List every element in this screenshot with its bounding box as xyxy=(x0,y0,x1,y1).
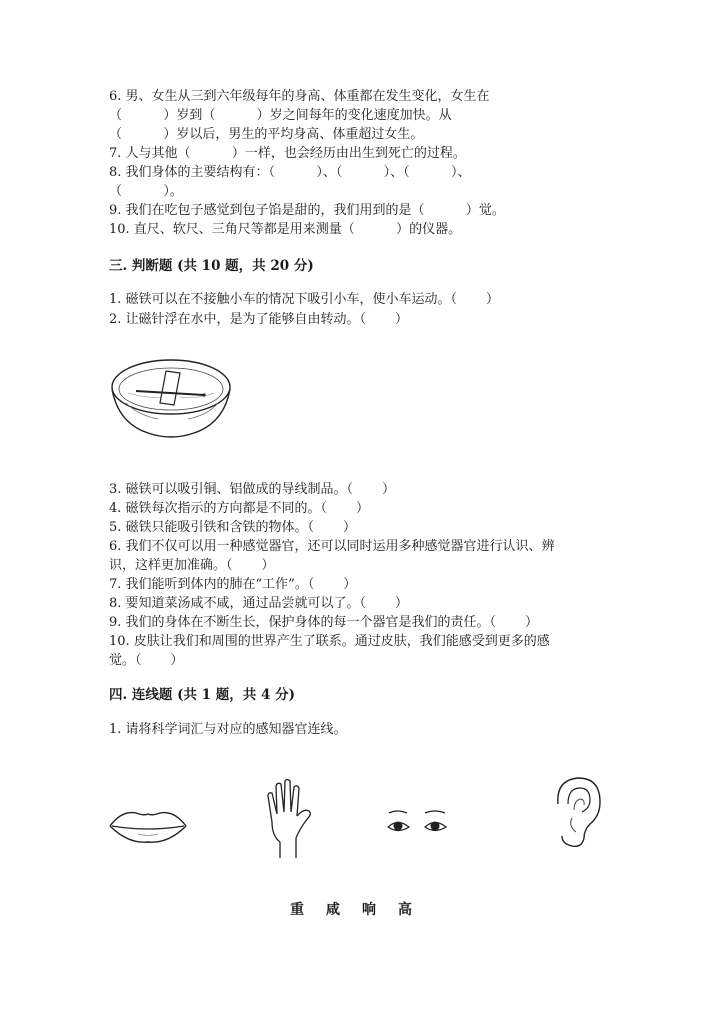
fill-line-4: 7. 人与其他（ ）一样，也会经历由出生到死亡的过程。 xyxy=(109,146,466,161)
fill-line-2: （ ）岁到（ ）岁之间每年的变化速度加快。从 xyxy=(109,108,452,123)
judge-heading: 三. 判断题 (共 10 题，共 20 分) xyxy=(109,258,314,274)
fill-line-7: 9. 我们在吃包子感觉到包子馅是甜的，我们用到的是（ ）觉。 xyxy=(109,203,505,218)
judge-item-7: 7. 我们能听到体内的肺在“工作”。（ ） xyxy=(109,577,357,592)
fill-line-5: 8. 我们身体的主要结构有：（ ）、（ ）、（ ）、 xyxy=(109,165,471,180)
hand-icon xyxy=(262,778,318,860)
fill-line-1: 6. 男、女生从三到六年级每年的身高、体重都在发生变化，女生在 xyxy=(109,89,490,104)
match-word-1: 重 xyxy=(290,902,304,918)
fill-line-6: （ ）。 xyxy=(109,184,183,199)
judge-item-8: 8. 要知道菜汤咸不咸，通过品尝就可以了。（ ） xyxy=(109,596,408,611)
matching-heading: 四. 连线题 (共 1 题，共 4 分) xyxy=(109,687,295,703)
judge-item-5: 5. 磁铁只能吸引铁和含铁的物体。（ ） xyxy=(109,520,356,535)
judge-item-4: 4. 磁铁每次指示的方向都是不同的。（ ） xyxy=(109,501,369,516)
ear-icon xyxy=(550,774,604,850)
match-word-2: 咸 xyxy=(326,902,340,918)
matching-question: 1. 请将科学词汇与对应的感知器官连线。 xyxy=(109,722,347,737)
judge-item-10b: 觉。（ ） xyxy=(109,653,184,668)
match-word-3: 响 xyxy=(362,902,376,918)
floating-needle-bowl-illustration xyxy=(108,353,234,443)
mouth-icon xyxy=(108,806,188,846)
judge-item-6a: 6. 我们不仅可以用一种感觉器官，还可以同时运用多种感觉器官进行认识、辨 xyxy=(109,539,555,554)
judge-item-10a: 10. 皮肤让我们和周围的世界产生了联系。通过皮肤，我们能感受到更多的感 xyxy=(109,634,550,649)
fill-line-3: （ ）岁以后，男生的平均身高、体重超过女生。 xyxy=(109,127,424,142)
judge-item-1: 1. 磁铁可以在不接触小车的情况下吸引小车，使小车运动。（ ） xyxy=(109,292,499,307)
judge-item-3: 3. 磁铁可以吸引铜、铝做成的导线制品。（ ） xyxy=(109,482,395,497)
fill-line-8: 10. 直尺、软尺、三角尺等都是用来测量（ ）的仪器。 xyxy=(109,222,462,237)
judge-item-2: 2. 让磁针浮在水中，是为了能够自由转动。（ ） xyxy=(109,312,408,327)
judge-item-9: 9. 我们的身体在不断生长，保护身体的每一个器官是我们的责任。（ ） xyxy=(109,615,538,630)
match-word-4: 高 xyxy=(398,902,412,918)
judge-item-6b: 识，这样更加准确。（ ） xyxy=(109,558,275,573)
eyes-icon xyxy=(385,808,449,840)
